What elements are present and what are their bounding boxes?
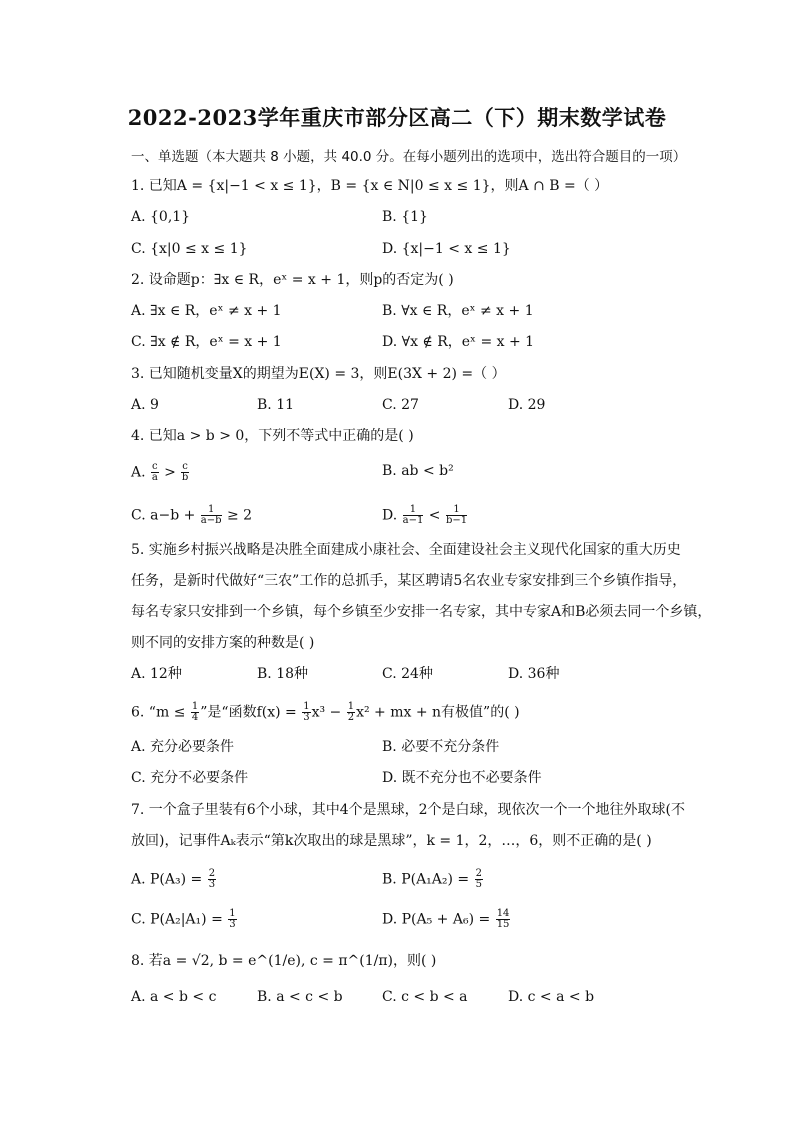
q7-option-c[interactable]	[131, 909, 238, 930]
question-6-stem	[131, 702, 520, 723]
question-5-line-1: 5. 实施乡村振兴战略是决胜全面建成小康社会、全面建设社会主义现代化国家的重大历史	[131, 542, 681, 558]
fraction-2-over-3: $\frac{2}{3}$	[208, 868, 216, 890]
question-4-stem: 4. 已知a > b > 0，下列不等式中正确的是( )	[131, 428, 414, 444]
q2-option-d[interactable]: D. ∀x ∉ R，eˣ = x + 1	[382, 334, 535, 350]
q7-option-a[interactable]	[131, 869, 217, 890]
question-8-stem: 8. 若a = √2, b = e^(1/e), c = π^(1/π)，则( )	[131, 953, 437, 969]
q5-option-c[interactable]: C. 24种	[382, 666, 433, 682]
q6-post: x² + mx + n有极值”的( )	[356, 704, 520, 721]
q6-pre: 6. “m ≤	[131, 704, 190, 721]
fraction-c-over-a: $\frac{c}{a}$	[151, 461, 158, 483]
fraction-1-over-2: $\frac{1}{2}$	[347, 701, 355, 723]
question-1-stem: 1. 已知A = {x|−1 < x ≤ 1}，B = {x ∈ N|0 ≤ x ≤ 1}，则A ∩ B =（ ）	[131, 178, 609, 194]
q4-option-d[interactable]	[382, 505, 468, 526]
q8-option-c[interactable]: C. c < b < a	[382, 989, 468, 1005]
fraction-1-over-amb: $\frac{1}{a-b}$	[200, 504, 222, 526]
question-5-line-2: 任务，是新时代做好“三农”工作的总抓手，某区聘请5名农业专家安排到三个乡镇作指导，	[131, 573, 687, 589]
q4-c-label: C. a−b +	[131, 507, 200, 524]
fraction-14-over-15: $\frac{14}{15}$	[496, 908, 510, 930]
fraction-1-over-bm1: $\frac{1}{b-1}$	[445, 504, 468, 526]
question-5-line-4: 则不同的安排方案的种数是( )	[131, 635, 315, 651]
greater-sign: >	[159, 464, 181, 481]
q1-option-d[interactable]: D. {x|−1 < x ≤ 1}	[382, 241, 511, 257]
q7-option-b[interactable]	[382, 869, 484, 890]
q2-option-c[interactable]: C. ∃x ∉ R，eˣ = x + 1	[131, 334, 282, 350]
fraction-c-over-b: $\frac{c}{b}$	[181, 461, 189, 483]
q3-option-a[interactable]: A. 9	[131, 397, 159, 413]
q6-option-a[interactable]: A. 充分必要条件	[131, 739, 235, 755]
q8-option-d[interactable]: D. c < a < b	[508, 989, 595, 1005]
x-cubed: x³ −	[311, 704, 346, 721]
q7-option-d[interactable]	[382, 909, 511, 930]
question-7-line-2: 放回)，记事件Aₖ表示“第k次取出的球是黑球”，k = 1，2，…，6，则不正确的是( )	[131, 833, 652, 849]
q7-c-label: C. P(A₂|A₁) =	[131, 911, 228, 928]
q4-a-label: A.	[131, 464, 151, 481]
q2-option-b[interactable]: B. ∀x ∈ R，eˣ ≠ x + 1	[382, 303, 534, 319]
question-2-stem: 2. 设命题p：∃x ∈ R，eˣ = x + 1，则p的否定为( )	[131, 272, 454, 288]
q4-c-post: ≥ 2	[222, 507, 253, 524]
question-7-line-1: 7. 一个盒子里装有6个小球，其中4个是黑球，2个是白球，现依次一个一个地往外取球(不	[131, 802, 685, 818]
q5-option-d[interactable]: D. 36种	[508, 666, 560, 682]
q4-option-c[interactable]	[131, 505, 252, 526]
q6-mid: ”是“函数f(x) =	[200, 704, 302, 721]
question-3-stem: 3. 已知随机变量X的期望为E(X) = 3，则E(3X + 2) =（ ）	[131, 366, 506, 382]
q7-d-label: D. P(A₅ + A₆) =	[382, 911, 495, 928]
q6-option-b[interactable]: B. 必要不充分条件	[382, 739, 500, 755]
q5-option-b[interactable]: B. 18种	[257, 666, 309, 682]
less-sign: <	[424, 507, 445, 524]
q4-option-b[interactable]: B. ab < b²	[382, 463, 454, 479]
fraction-2-over-5: $\frac{2}{5}$	[475, 868, 482, 890]
fraction-1-over-3b: $\frac{1}{3}$	[229, 908, 236, 930]
q1-option-b[interactable]: B. {1}	[382, 209, 428, 225]
q6-option-d[interactable]: D. 既不充分也不必要条件	[382, 770, 542, 786]
page-title: 2022-2023学年重庆市部分区高二（下）期末数学试卷	[127, 105, 667, 130]
q1-option-a[interactable]: A. {0,1}	[131, 209, 191, 225]
q5-option-a[interactable]: A. 12种	[131, 666, 182, 682]
fraction-1-over-3: $\frac{1}{3}$	[303, 701, 310, 723]
q6-option-c[interactable]: C. 充分不必要条件	[131, 770, 249, 786]
q2-option-a[interactable]: A. ∃x ∈ R，eˣ ≠ x + 1	[131, 303, 282, 319]
section-header: 一、单选题（本大题共 8 小题，共 40.0 分。在每小题列出的选项中，选出符合题目的一项）	[131, 149, 687, 165]
question-5-line-3: 每名专家只安排到一个乡镇，每个乡镇至少安排一名专家，其中专家A和B必须去同一个乡镇，	[131, 604, 712, 620]
q8-option-b[interactable]: B. a < c < b	[257, 989, 343, 1005]
q4-option-a[interactable]	[131, 462, 190, 483]
q8-option-a[interactable]: A. a < b < c	[131, 989, 217, 1005]
q3-option-d[interactable]: D. 29	[508, 397, 546, 413]
fraction-1-over-am1: $\frac{1}{a-1}$	[402, 504, 424, 526]
q4-d-label: D.	[382, 507, 402, 524]
q3-option-c[interactable]: C. 27	[382, 397, 419, 413]
q7-b-label: B. P(A₁A₂) =	[382, 871, 474, 888]
q1-option-c[interactable]: C. {x|0 ≤ x ≤ 1}	[131, 241, 248, 257]
fraction-1-over-4: $\frac{1}{4}$	[191, 701, 199, 723]
q3-option-b[interactable]: B. 11	[257, 397, 295, 413]
q7-a-label: A. P(A₃) =	[131, 871, 207, 888]
